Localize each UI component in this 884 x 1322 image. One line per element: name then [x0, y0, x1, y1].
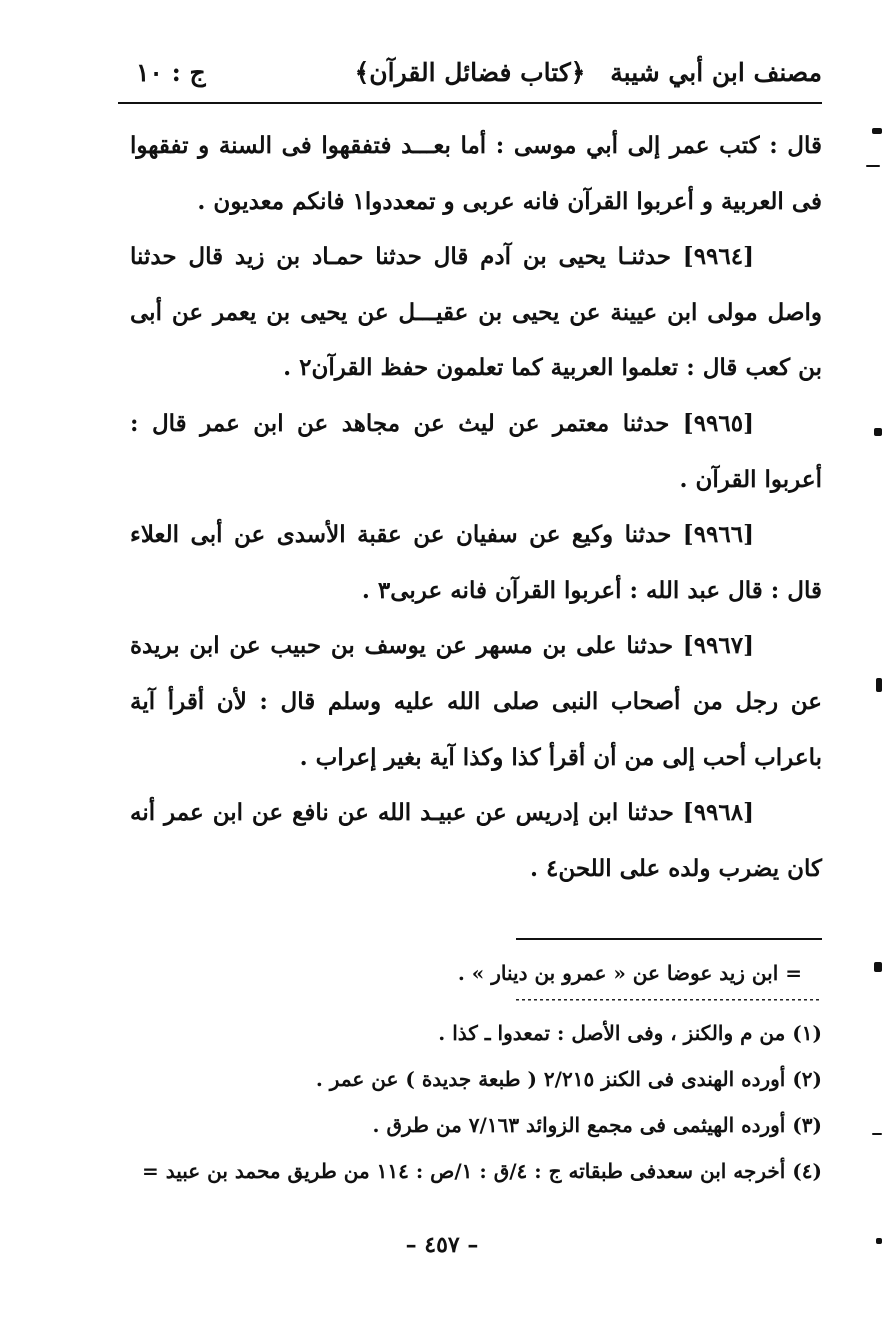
footnote-continuation: = ابن زيد عوضا عن « عمرو بن دينار » .: [457, 961, 802, 985]
hadith-9967: [٩٩٦٧] حدثنا على بن مسهر عن يوسف بن حبيب عن ابن بريدة عن رجل من أصحاب النبى صلى الله عليه وسلم قال : لأن أقرأ آية باعراب أحب إلى من أن أقرأ كذا وكذا آية بغير إعراب .: [130, 632, 822, 771]
footnote-separator: [516, 938, 822, 940]
scan-speck: [872, 128, 882, 134]
hadith-9964: [٩٩٦٤] حدثنـا يحيى بن آدم قال حدثنا حمـاد بن زيد قال حدثنا واصل مولى ابن عيينة عن يحيى بن عقيـــل عن يحيى بن يعمر عن أبى بن كعب قال : تعلموا العربية كما تعلمون حفظ القرآن٢ .: [130, 243, 822, 382]
footnote-1: (١) من م والكنز ، وفى الأصل : تمعدوا ـ كذا .: [438, 1021, 822, 1045]
page-number: – ٤٥٧ –: [405, 1232, 479, 1258]
running-header: [118, 52, 822, 98]
header-book-title: مصنف ابن أبي شيبة: [610, 58, 822, 87]
scan-speck: [874, 428, 882, 436]
footnotes: [130, 950, 822, 1194]
paragraph-continuation: قال : كتب عمر إلى أبي موسى : أما بعـــد فتفقهوا فى السنة و تفقهوا فى العربية و أعربوا القرآن فانه عربى و تمعددوا١ فانكم معديون .: [130, 132, 822, 215]
footnote-2: (٢) أورده الهندى فى الكنز ٢/٢١٥ ( طبعة جديدة ) عن عمر .: [315, 1067, 822, 1091]
header-chapter-title: ﴿كتاب فضائل القرآن﴾: [354, 58, 586, 87]
scan-speck: [874, 962, 882, 972]
hadith-9966: [٩٩٦٦] حدثنا وكيع عن سفيان عن عقبة الأسدى عن أبى العلاء قال : قال عبد الله : أعربوا القرآن فانه عربى٣ .: [130, 521, 822, 604]
header-rule: [118, 102, 822, 104]
hadith-9968: [٩٩٦٨] حدثنا ابن إدريس عن عبيـد الله عن نافع عن ابن عمر أنه كان يضرب ولده على اللحن٤ .: [130, 799, 822, 882]
footnote-4: (٤) أخرجه ابن سعدفى طبقاته ج : ٤/ق : ١/ص : ١١٤ من طريق محمد بن عبيد =: [141, 1159, 822, 1183]
footnote-3: (٣) أورده الهيثمى فى مجمع الزوائد ٧/١٦٣ من طرق .: [372, 1113, 822, 1137]
scan-speck: [876, 1238, 882, 1244]
scan-speck: [876, 678, 882, 692]
hadith-9965: [٩٩٦٥] حدثنا معتمر عن ليث عن مجاهد عن ابن عمر قال : أعربوا القرآن .: [130, 409, 822, 493]
header-volume: ج : ١٠: [136, 58, 206, 87]
scan-speck: [872, 1133, 882, 1135]
scan-speck: [866, 165, 880, 167]
main-text: [130, 118, 822, 896]
footnote-dotted-separator: [516, 996, 822, 1004]
